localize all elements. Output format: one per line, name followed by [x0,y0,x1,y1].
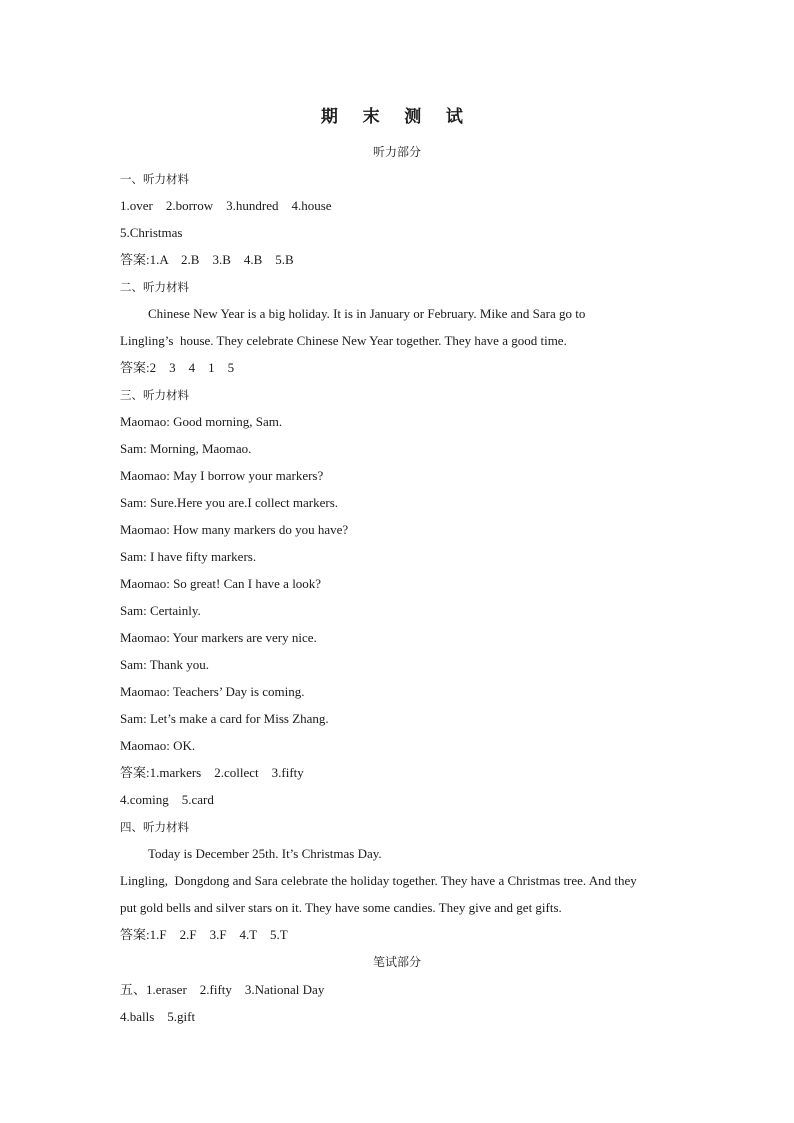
part4-para1: Today is December 25th. It’s Christmas Day. [148,846,382,861]
dialogue-line: Maomao: Your markers are very nice. [120,630,317,645]
part5-line1: 五、1.eraser 2.fifty 3.National Day [120,982,325,997]
page-title: 期 末 测 试 [320,107,474,126]
part1-heading: 一、听力材料 [120,172,189,186]
dialogue-line: Sam: Sure.Here you are.I collect markers. [120,495,339,510]
dialogue-line: Sam: Certainly. [120,603,201,618]
part2-answer: 答案:2 3 4 1 5 [120,360,235,375]
dialogue-line: Maomao: Good morning, Sam. [120,414,283,429]
part4-para3: put gold bells and silver stars on it. They have some candies. They give and get gifts. [120,900,562,915]
part4-answer: 答案:1.F 2.F 3.F 4.T 5.T [120,927,288,942]
dialogue-line: Maomao: May I borrow your markers? [120,468,324,483]
part3-answer-line2: 4.coming 5.card [120,792,214,807]
part1-line2: 5.Christmas [120,225,183,240]
part2-para1: Chinese New Year is a big holiday. It is in January or February. Mike and Sara go to [148,306,586,321]
part4-heading: 四、听力材料 [120,820,189,834]
listening-section-heading: 听力部分 [372,145,421,159]
dialogue-line: Sam: Thank you. [120,657,209,672]
part3-answer-line1: 答案:1.markers 2.collect 3.fifty [120,765,304,780]
part1-answer: 答案:1.A 2.B 3.B 4.B 5.B [120,252,294,267]
part5-line2: 4.balls 5.gift [120,1009,196,1024]
writing-section-heading: 笔试部分 [372,955,421,969]
part4-para2: Lingling, Dongdong and Sara celebrate the holiday together. They have a Christmas tree. And they [120,873,637,888]
dialogue-line: Sam: Morning, Maomao. [120,441,252,456]
part1-line1: 1.over 2.borrow 3.hundred 4.house [120,198,332,213]
dialogue-line: Maomao: Teachers’ Day is coming. [120,684,305,699]
dialogue-line: Maomao: OK. [120,738,196,753]
part3-heading: 三、听力材料 [120,388,189,402]
dialogue-line: Sam: I have fifty markers. [120,549,257,564]
dialogue-line: Sam: Let’s make a card for Miss Zhang. [120,711,329,726]
dialogue-line: Maomao: So great! Can I have a look? [120,576,322,591]
part2-heading: 二、听力材料 [120,280,189,294]
part2-para2: Lingling’s house. They celebrate Chinese New Year together. They have a good time. [120,333,567,348]
dialogue-line: Maomao: How many markers do you have? [120,522,349,537]
